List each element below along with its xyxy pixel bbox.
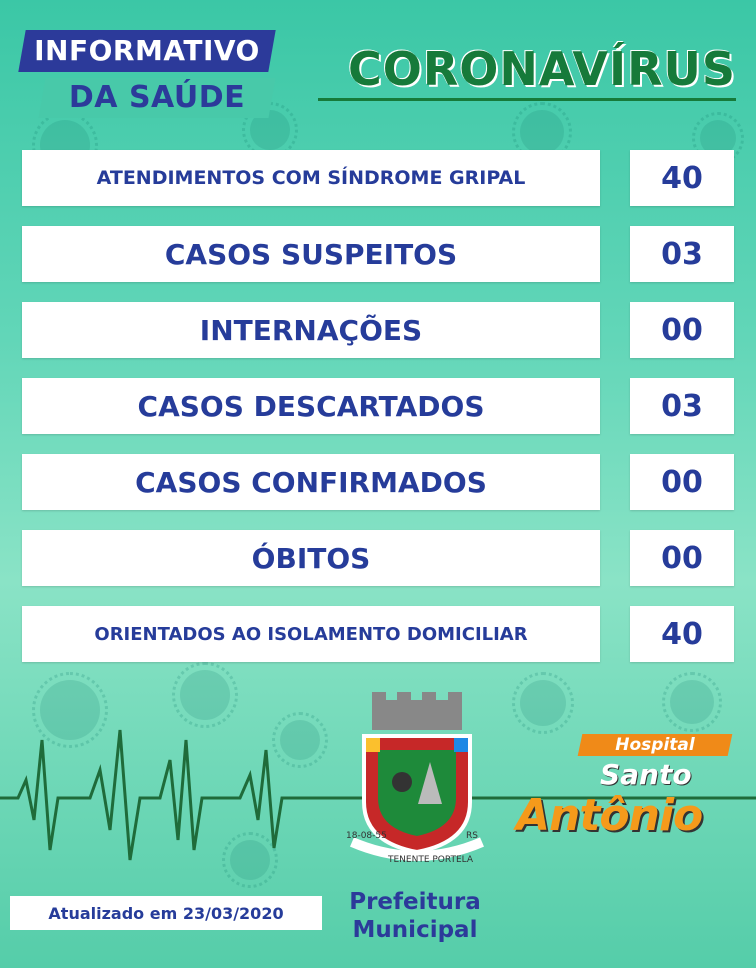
badge-line2: DA SAÚDE [68, 80, 246, 115]
stat-label: ORIENTADOS AO ISOLAMENTO DOMICILIAR [22, 606, 600, 662]
hospital-santo: Santo [600, 758, 692, 791]
prefeitura-label [332, 888, 498, 944]
stat-value: 00 [630, 530, 734, 586]
crest-date: 18-08-55 [346, 831, 387, 841]
title-underline [318, 98, 736, 101]
municipal-crest-icon [342, 692, 492, 872]
prefeitura-line1: Prefeitura [349, 889, 481, 915]
crest-state: RS [466, 831, 478, 841]
stat-value: 40 [630, 606, 734, 662]
updated-date: Atualizado em 23/03/2020 [10, 896, 322, 930]
informativo-badge [22, 30, 272, 120]
page-title: CORONAVÍRUS [348, 42, 736, 96]
stat-value: 03 [630, 378, 734, 434]
virus-decoration [180, 670, 230, 720]
prefeitura-line2: Municipal [352, 917, 478, 943]
stat-label: CASOS CONFIRMADOS [22, 454, 600, 510]
stat-label: CASOS DESCARTADOS [22, 378, 600, 434]
hospital-bar-text: Hospital [615, 735, 695, 755]
hospital-antonio: Antônio [516, 790, 703, 841]
stat-value: 00 [630, 302, 734, 358]
stat-label: ÓBITOS [22, 530, 600, 586]
virus-decoration [520, 110, 564, 154]
stat-label: INTERNAÇÕES [22, 302, 600, 358]
crest-city: TENENTE PORTELA [388, 855, 474, 865]
stat-value: 40 [630, 150, 734, 206]
stat-value: 00 [630, 454, 734, 510]
virus-decoration [670, 680, 714, 724]
stat-value: 03 [630, 226, 734, 282]
hospital-logo [516, 730, 712, 860]
stat-label: ATENDIMENTOS COM SÍNDROME GRIPAL [22, 150, 600, 206]
stat-label: CASOS SUSPEITOS [22, 226, 600, 282]
badge-line1: INFORMATIVO [34, 34, 260, 67]
